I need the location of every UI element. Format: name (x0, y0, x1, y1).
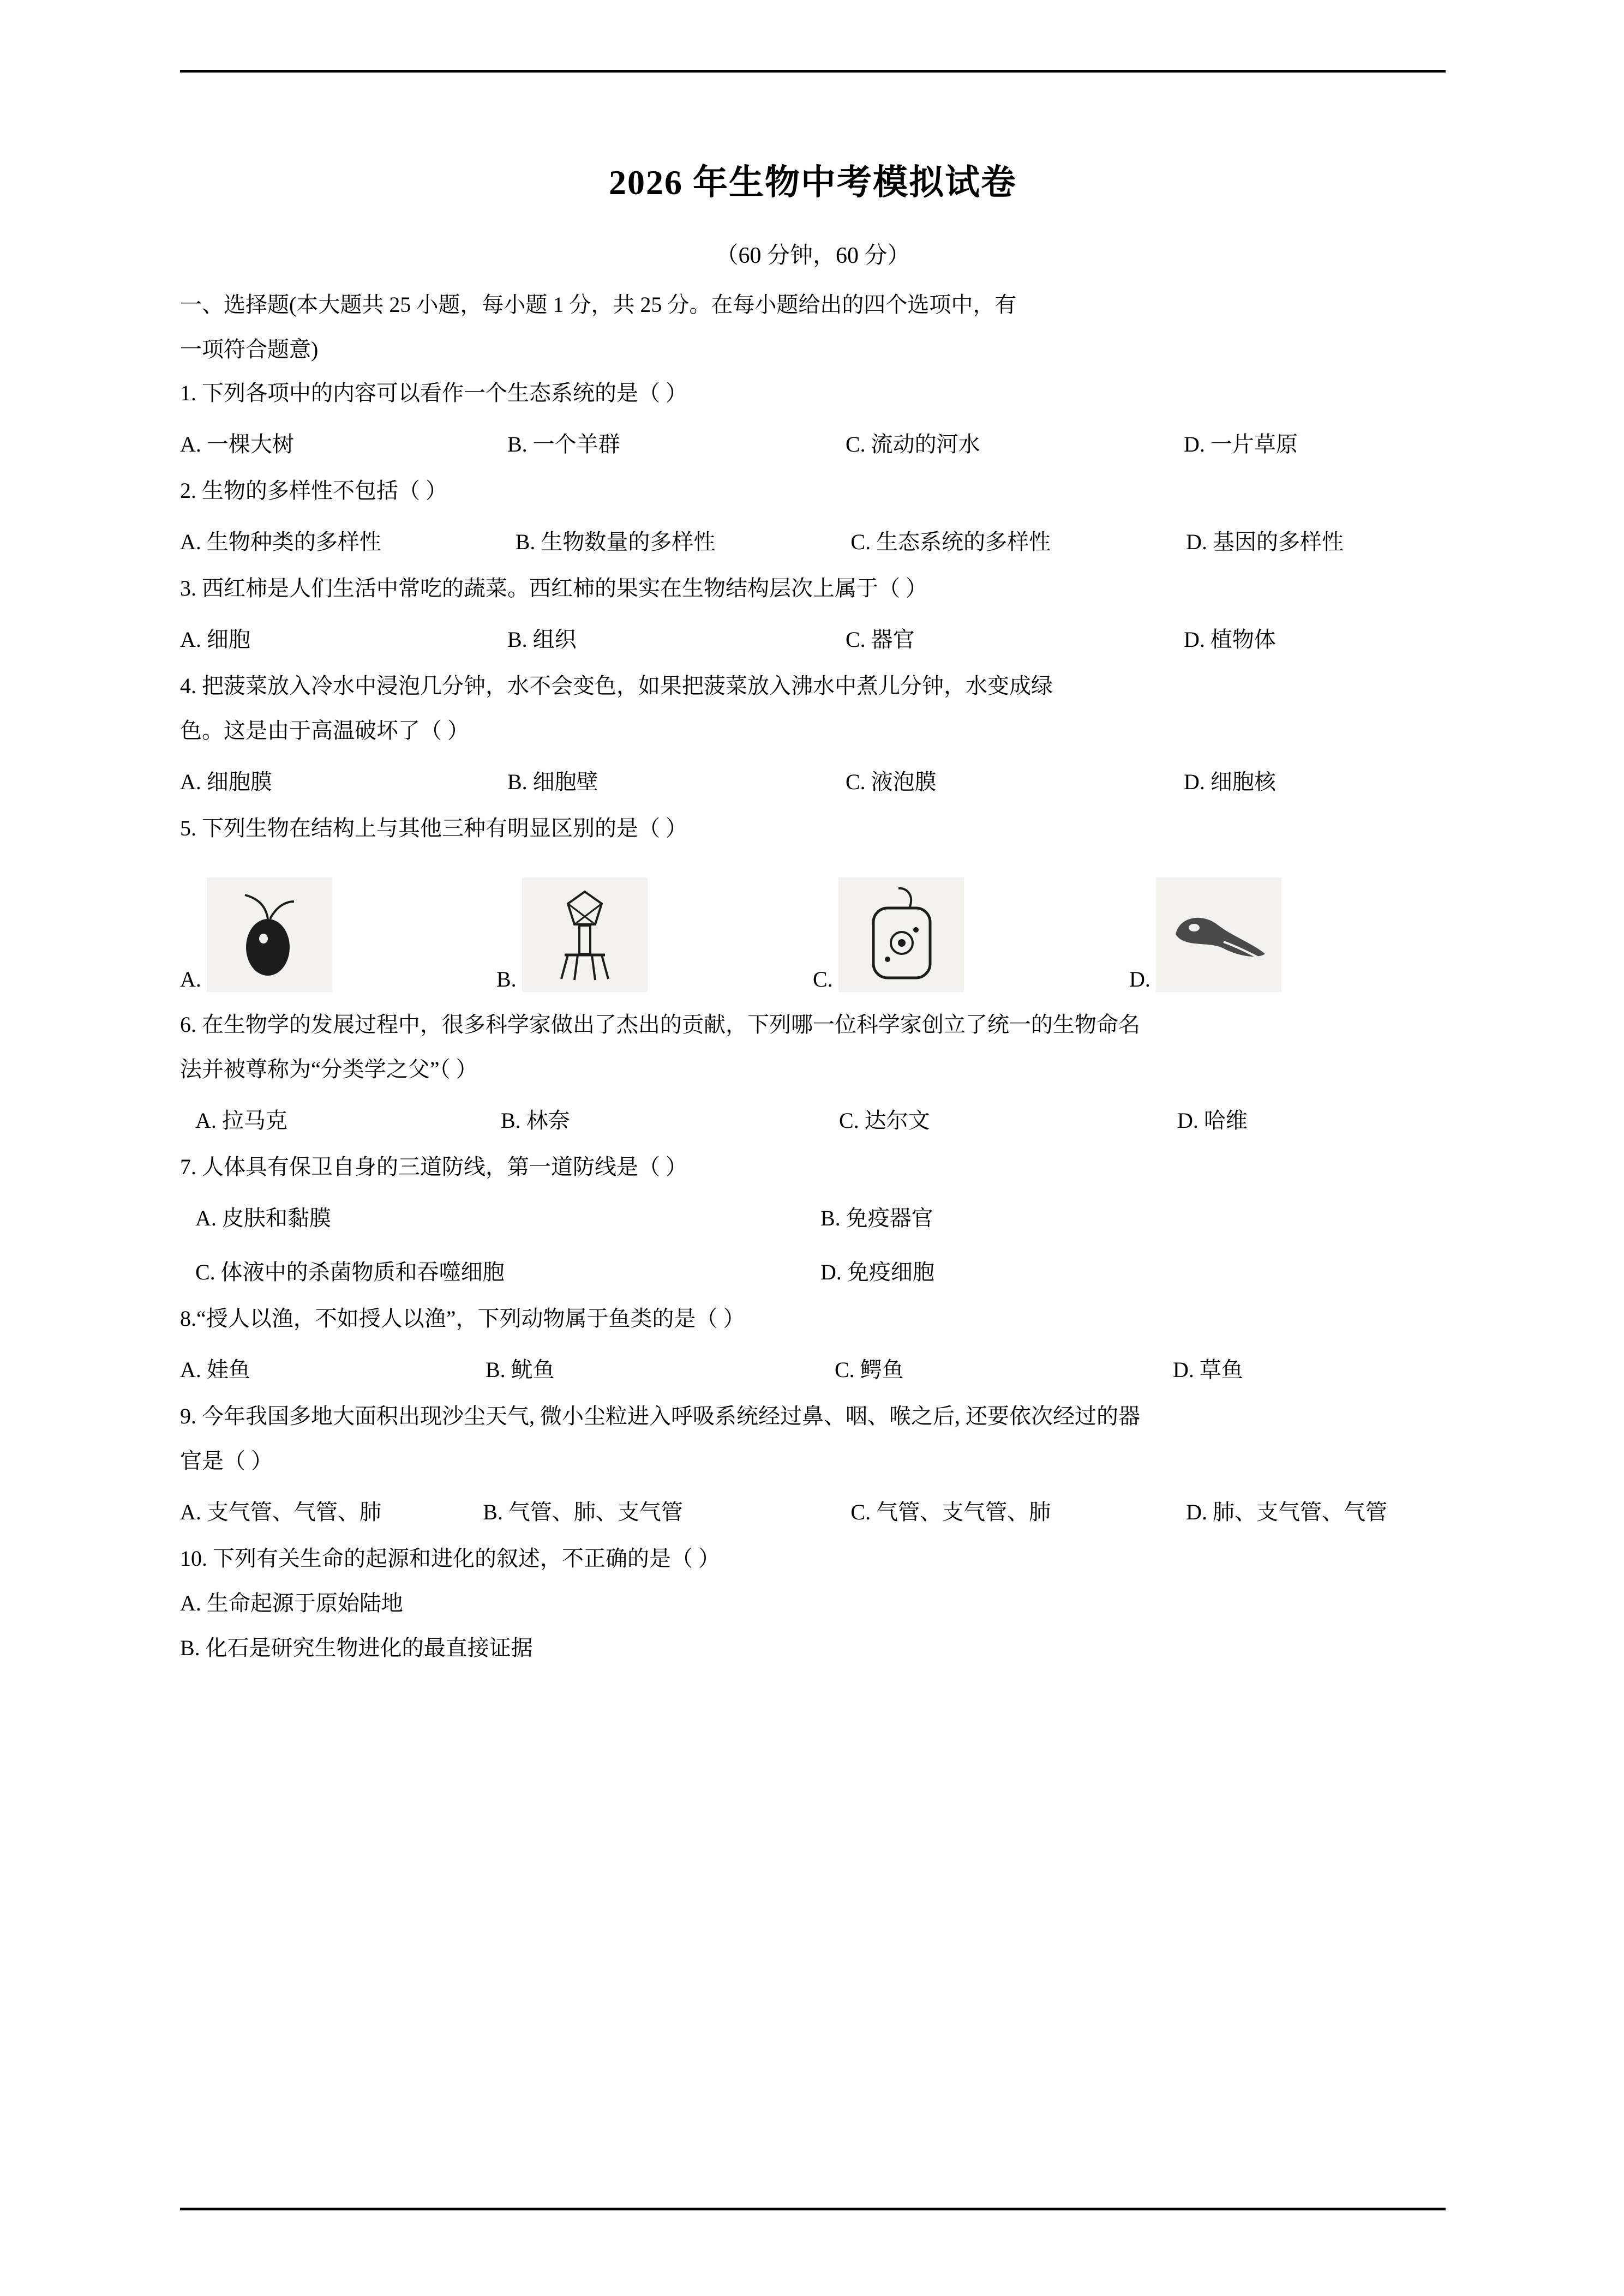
question-6-stem-line-1: 6. 在生物学的发展过程中，很多科学家做出了杰出的贡献，下列哪一位科学家创立了统一的生物命名 (180, 1012, 1140, 1037)
question-7-options-row-1 (180, 1201, 1446, 1232)
question-4-options (180, 765, 1446, 796)
hydra-figure (1156, 877, 1281, 992)
question-9-stem-line-1: 9. 今年我国多地大面积出现沙尘天气, 微小尘粒进入呼吸系统经过鼻、咽、喉之后, 还要依次经过的器 (180, 1404, 1140, 1428)
question-7-option-c[interactable]: C. 体液中的杀菌物质和吞噬细胞 (195, 1260, 505, 1284)
question-3-option-d[interactable]: D. 植物体 (1184, 627, 1276, 652)
question-1-option-b[interactable]: B. 一个羊群 (507, 432, 620, 456)
question-8-option-a[interactable]: A. 娃鱼 (180, 1357, 250, 1382)
question-9-option-c[interactable]: C. 气管、支气管、肺 (850, 1500, 1051, 1524)
question-5-option-a-label: A. (180, 967, 201, 991)
question-7-option-b[interactable]: B. 免疫器官 (820, 1206, 933, 1230)
question-6-option-b[interactable]: B. 林奈 (501, 1108, 570, 1133)
question-4-option-b[interactable]: B. 细胞壁 (507, 770, 598, 794)
question-7-option-a[interactable]: A. 皮肤和黏膜 (195, 1206, 331, 1230)
question-9-options (180, 1495, 1446, 1526)
question-5-option-c[interactable] (813, 877, 1129, 992)
question-3-option-a[interactable]: A. 细胞 (180, 627, 250, 652)
question-7-stem: 7. 人体具有保卫自身的三道防线，第一道防线是（ ） (180, 1155, 687, 1179)
question-4-option-a[interactable]: A. 细胞膜 (180, 770, 272, 794)
question-2-option-c[interactable]: C. 生态系统的多样性 (850, 530, 1051, 554)
question-6-option-a[interactable]: A. 拉马克 (195, 1108, 287, 1133)
question-9-option-b[interactable]: B. 气管、肺、支气管 (483, 1500, 683, 1524)
question-5-figure-options (180, 856, 1446, 992)
question-5-option-d[interactable] (1129, 877, 1446, 992)
question-9-option-a[interactable]: A. 支气管、气管、肺 (180, 1500, 381, 1524)
question-10-option-a[interactable]: A. 生命起源于原始陆地 (180, 1591, 403, 1615)
question-6-options (180, 1103, 1446, 1134)
question-2-option-b[interactable]: B. 生物数量的多样性 (515, 530, 716, 554)
question-5-option-d-label: D. (1129, 967, 1150, 991)
question-1-option-c[interactable]: C. 流动的河水 (846, 432, 980, 456)
question-2-options (180, 525, 1446, 556)
question-4-stem-line-2: 色。这是由于高温破坏了（ ） (180, 718, 469, 743)
question-2-option-d[interactable]: D. 基因的多样性 (1186, 530, 1344, 554)
question-5-option-c-label: C. (813, 967, 833, 991)
question-4-option-d[interactable]: D. 细胞核 (1184, 770, 1276, 794)
question-4-stem-line-1: 4. 把菠菜放入冷水中浸泡几分钟，水不会变色，如果把菠菜放入沸水中煮儿分钟，水变成绿 (180, 674, 1053, 698)
question-1-stem: 1. 下列各项中的内容可以看作一个生态系统的是（ ） (180, 381, 687, 405)
footer-rule (180, 2208, 1446, 2210)
question-2-stem: 2. 生物的多样性不包括（ ） (180, 478, 447, 503)
question-5-option-b-label: B. (496, 967, 517, 991)
question-5-option-a[interactable] (180, 877, 496, 992)
page-content (180, 0, 1446, 1659)
question-1-option-d[interactable]: D. 一片草原 (1184, 432, 1298, 456)
question-1-options (180, 427, 1446, 458)
question-3-option-b[interactable]: B. 组织 (507, 627, 577, 652)
bacteriophage-figure (522, 877, 648, 992)
question-10-option-b[interactable]: B. 化石是研究生物进化的最直接证据 (180, 1636, 533, 1660)
question-9-stem-line-2: 官是（ ） (180, 1448, 273, 1473)
question-9-option-d[interactable]: D. 肺、支气管、气管 (1186, 1500, 1387, 1524)
question-6-stem-line-2: 法并被尊称为“分类学之父”（ ） (180, 1057, 478, 1081)
question-8-option-c[interactable]: C. 鳄鱼 (835, 1357, 904, 1382)
question-8-option-d[interactable]: D. 草鱼 (1173, 1357, 1243, 1382)
question-7-option-d[interactable]: D. 免疫细胞 (820, 1260, 934, 1284)
section-heading-line-2: 一项符合题意) (180, 337, 319, 362)
question-1-option-a[interactable]: A. 一棵大树 (180, 432, 294, 456)
question-7-options-row-2 (180, 1255, 1446, 1286)
question-8-options (180, 1353, 1446, 1384)
question-6-option-c[interactable]: C. 达尔文 (839, 1108, 930, 1133)
question-4-option-c[interactable]: C. 液泡膜 (846, 770, 937, 794)
question-3-options (180, 622, 1446, 653)
chlamydomonas-figure (207, 877, 332, 992)
question-6-option-d[interactable]: D. 哈维 (1177, 1108, 1248, 1133)
exam-subtitle: （60 分钟，60 分） (715, 243, 910, 268)
header-rule (180, 70, 1446, 73)
question-5-stem: 5. 下列生物在结构上与其他三种有明显区别的是（ ） (180, 816, 687, 840)
page-title: 2026 年生物中考模拟试卷 (609, 163, 1017, 202)
question-8-option-b[interactable]: B. 鱿鱼 (486, 1357, 555, 1382)
question-2-option-a[interactable]: A. 生物种类的多样性 (180, 530, 381, 554)
section-heading-line-1: 一、选择题(本大题共 25 小题，每小题 1 分，共 25 分。在每小题给出的四个选项中，有 (180, 292, 1017, 317)
question-5-option-b[interactable] (496, 877, 813, 992)
question-3-stem: 3. 西红柿是人们生活中常吃的蔬菜。西红柿的果实在生物结构层次上属于（ ） (180, 576, 927, 600)
question-3-option-c[interactable]: C. 器官 (846, 627, 915, 652)
question-8-stem: 8.“授人以渔，不如授人以渔”，下列动物属于鱼类的是（ ） (180, 1306, 745, 1331)
cell-figure (838, 877, 964, 992)
question-10-stem: 10. 下列有关生命的起源和进化的叙述，不正确的是（ ） (180, 1546, 720, 1571)
